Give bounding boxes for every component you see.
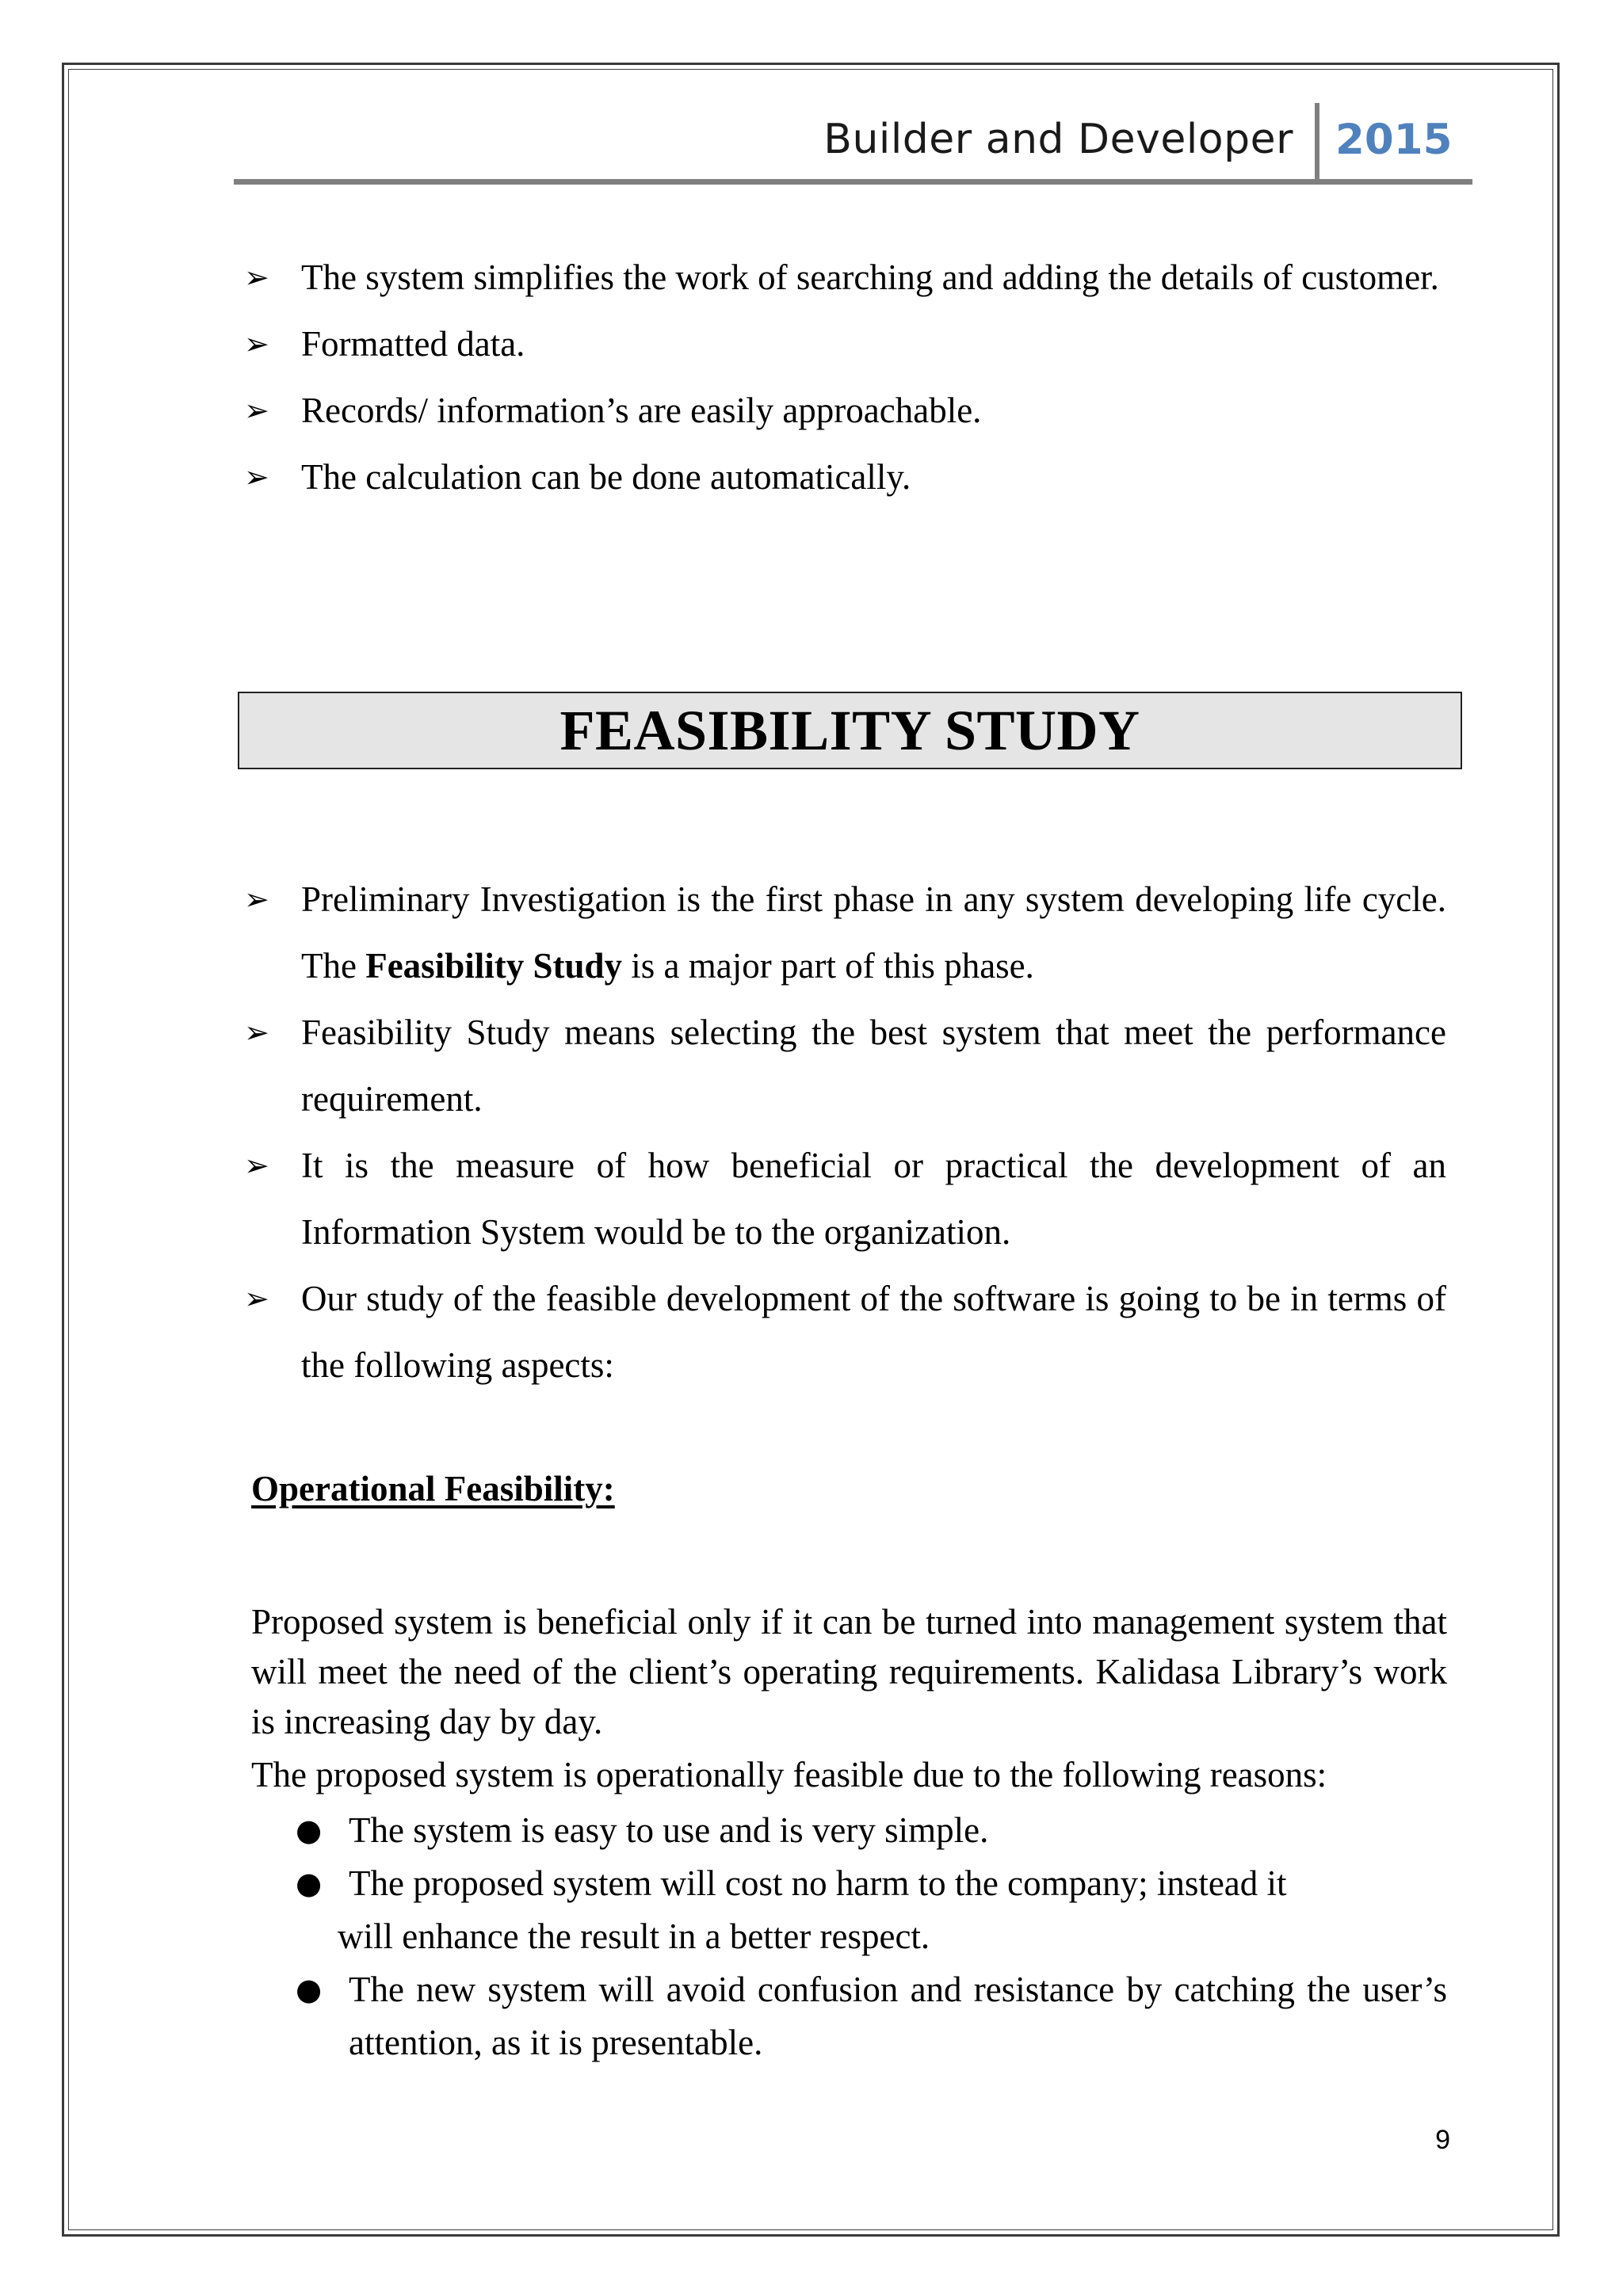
list-item: [244, 866, 1446, 999]
list-item: [244, 1132, 1446, 1265]
list-item: [251, 1804, 1447, 1857]
header-year: 2015: [1335, 116, 1453, 164]
list-item: [244, 311, 1446, 377]
list-item: [244, 244, 1446, 311]
list-item-text: Our study of the feasible development of the software is going to be in terms of the following aspects:: [301, 1279, 1446, 1385]
page-number: 9: [1435, 2125, 1450, 2155]
list-item-text: is a major part of this phase.: [622, 946, 1034, 986]
section-banner: [238, 692, 1462, 769]
reasons-list: [251, 1804, 1447, 2069]
list-item: [251, 1963, 1447, 2069]
list-item-text: Records/ information’s are easily approachable.: [301, 391, 982, 430]
arrow-bullet-icon: ➢: [244, 326, 269, 361]
list-item: [244, 999, 1446, 1132]
header-rule: [234, 179, 1472, 185]
dot-bullet-icon: ●: [296, 1972, 323, 2007]
reasons-intro: The proposed system is operationally feasible due to the following reasons:: [251, 1755, 1327, 1794]
list-item-text: Formatted data.: [301, 324, 525, 364]
operational-paragraph: Proposed system is beneficial only if it can be turned into management system that will meet the need of the client’s operating requirements. Kalidasa Library’s work is increasing day by day.: [251, 1602, 1447, 1741]
list-item: [251, 1857, 1447, 1963]
list-item-text: The proposed system will cost no harm to the company; instead it: [349, 1863, 1287, 1903]
dot-bullet-icon: ●: [296, 1813, 323, 1848]
operational-heading: Operational Feasibility:: [251, 1469, 615, 1508]
arrow-bullet-icon: ➢: [244, 882, 269, 917]
list-item-text: The system simplifies the work of searching and adding the details of customer.: [301, 257, 1439, 297]
list-item: [244, 444, 1446, 510]
arrow-bullet-icon: ➢: [244, 1148, 269, 1183]
header-title: Builder and Developer: [823, 116, 1293, 163]
arrow-bullet-icon: ➢: [244, 460, 269, 494]
list-item-text: The new system will avoid confusion and resistance by catching the user’s attention, as it is presentable.: [349, 1970, 1447, 2062]
list-item: [244, 1265, 1446, 1398]
list-item-text: Preliminary Investigation is the first phase in any system developing life cycle. The: [301, 879, 1446, 986]
list-item-text: The calculation can be done automatically.: [301, 457, 911, 497]
list-item-text: It is the measure of how beneficial or practical the development of an Information System would be to the organization.: [301, 1146, 1446, 1252]
arrow-bullet-icon: ➢: [244, 1281, 269, 1316]
arrow-bullet-icon: ➢: [244, 393, 269, 428]
dot-bullet-icon: ●: [296, 1866, 323, 1901]
list-item-text: Feasibility Study means selecting the best system that meet the performance requirement.: [301, 1013, 1446, 1119]
section-title: FEASIBILITY STUDY: [559, 698, 1140, 762]
intro-bullet-list: [244, 244, 1446, 510]
arrow-bullet-icon: ➢: [244, 260, 269, 295]
page-header: [234, 100, 1472, 184]
arrow-bullet-icon: ➢: [244, 1015, 269, 1050]
list-item-text: The system is easy to use and is very simple.: [349, 1810, 989, 1850]
list-item: [244, 377, 1446, 444]
feasibility-bullet-list: [244, 866, 1446, 1398]
header-separator: [1315, 103, 1319, 181]
emphasis-text: Feasibility Study: [365, 946, 623, 986]
list-item-continuation: will enhance the result in a better respect.: [338, 1917, 930, 1956]
